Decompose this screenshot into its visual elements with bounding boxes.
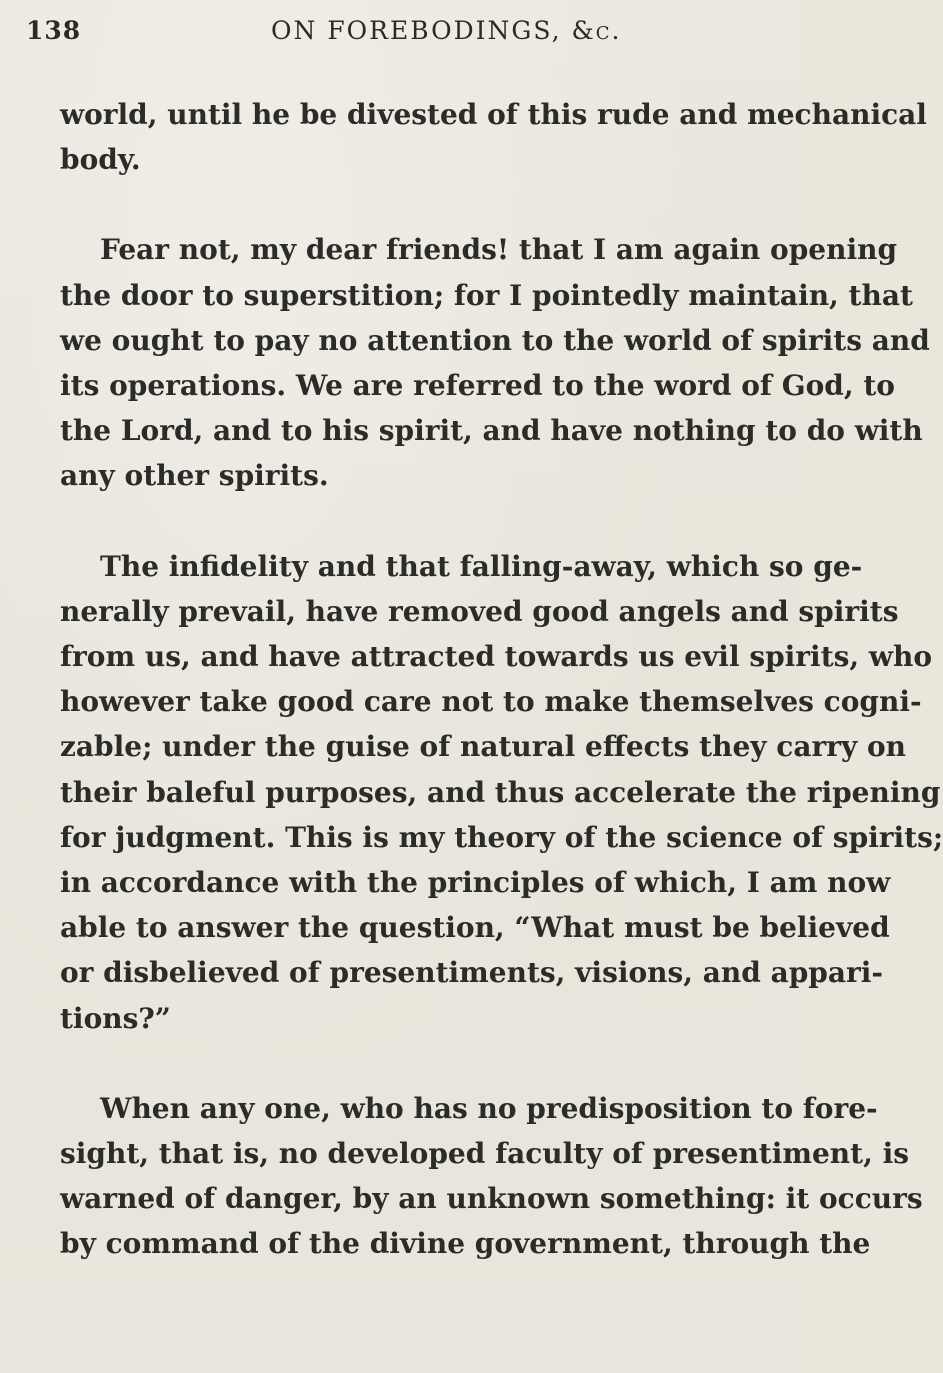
text-line: by command of the divine government, through the: [60, 1227, 871, 1261]
text-line: the door to superstition; for I pointedly maintain, that: [60, 278, 913, 312]
text-line: we ought to pay no attention to the world of spirits and: [60, 323, 930, 357]
text-line: tions?”: [60, 1001, 171, 1035]
running-head: ON FOREBODINGS, &c.: [271, 16, 622, 45]
text-line: its operations. We are referred to the word of God, to: [60, 369, 895, 403]
text-line: able to answer the question, “What must be believed: [60, 911, 890, 945]
text-line: for judgment. This is my theory of the science of spirits;: [60, 820, 943, 854]
text-line: nerally prevail, have removed good angels and spirits: [60, 594, 899, 628]
paragraph: [60, 92, 927, 182]
text-line: however take good care not to make themselves cogni-: [60, 685, 922, 719]
text-line: sight, that is, no developed faculty of presentiment, is: [60, 1137, 909, 1171]
page-header: [26, 16, 775, 56]
paragraph: [60, 1086, 923, 1267]
text-line: world, until he be divested of this rude and mechanical: [60, 98, 927, 131]
text-line: from us, and have attracted towards us evil spirits, who: [60, 640, 933, 674]
text-line: any other spirits.: [60, 459, 329, 493]
text-line: The infidelity and that falling-away, which so ge-: [100, 549, 863, 583]
text-line: zable; under the guise of natural effects they carry on: [60, 730, 907, 764]
text-line: in accordance with the principles of which, I am now: [60, 866, 891, 900]
text-line: body.: [60, 143, 141, 177]
paragraph: [60, 227, 930, 498]
paragraph: [60, 544, 943, 1041]
body-text: [60, 92, 943, 1312]
text-line: When any one, who has no predisposition to fore-: [100, 1091, 878, 1125]
page-number: 138: [26, 16, 82, 45]
text-line: the Lord, and to his spirit, and have nothing to do with: [60, 414, 923, 448]
text-line: their baleful purposes, and thus accelerate the ripening: [60, 775, 941, 809]
text-line: or disbelieved of presentiments, visions, and appari-: [60, 956, 884, 990]
text-line: warned of danger, by an unknown something: it occurs: [60, 1182, 923, 1216]
text-line: Fear not, my dear friends! that I am again opening: [100, 233, 898, 267]
